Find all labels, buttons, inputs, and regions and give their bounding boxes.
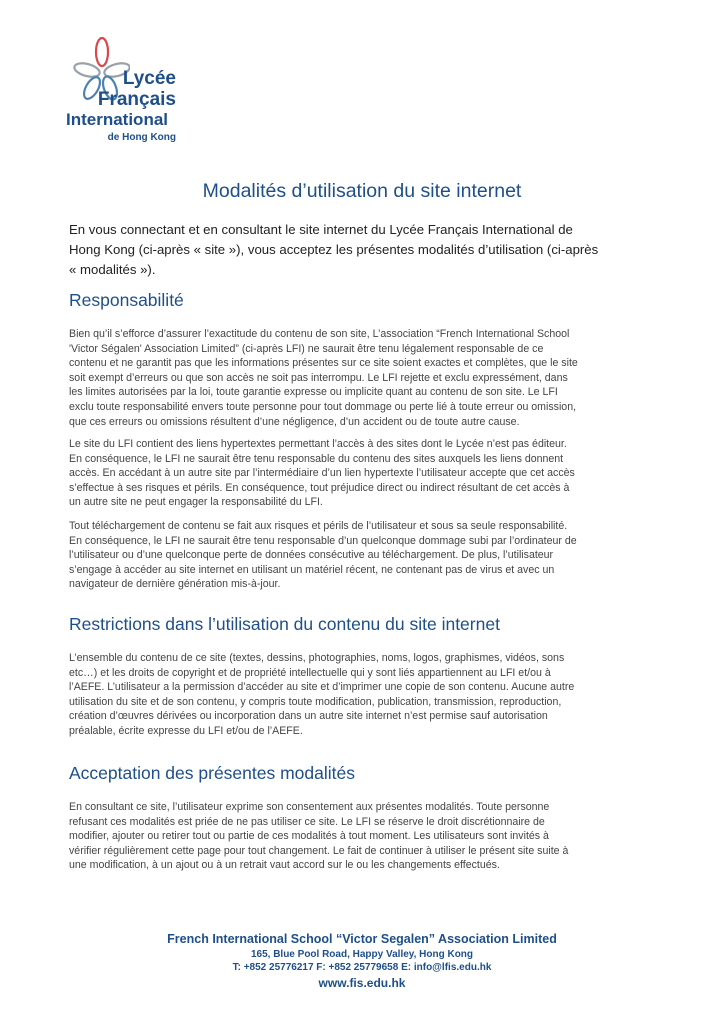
text-line: soit exempt d’erreurs ou que son accès ne soit pas interrompu. Le LFI rejette et exclu expressément, dans (69, 371, 568, 384)
text-line: que ces erreurs ou omissions résultent d’une négligence, d’un accident ou de toute autre cause. (69, 415, 520, 428)
logo-text: Français (97, 89, 176, 110)
body-paragraph (69, 651, 574, 739)
text-line: En conséquence, le LFI ne saurait être tenu responsable d’un quelconque dommage subi par l’ordinateur de (69, 534, 577, 547)
footer-address: 165, Blue Pool Road, Happy Valley, Hong Kong (250, 949, 474, 960)
text-line: modifier, ajouter ou retirer tout ou partie de ces modalités à tout moment. Les utilisateurs sont invités à (69, 830, 549, 843)
page-title: Modalités d’utilisation du site internet (202, 180, 522, 202)
body-paragraph (69, 327, 578, 429)
logo-text: Lycée (122, 68, 176, 89)
footer-org: French International School “Victor Segalen” Association Limited (167, 932, 557, 946)
text-line: s’effectue à ses risques et périls. En conséquence, tout préjudice direct ou indirect résultant de cet accès à (69, 481, 570, 494)
section-heading: Responsabilité (69, 290, 184, 310)
text-line: En vous connectant et en consultant le site internet du Lycée Français International de (69, 222, 573, 237)
text-line: une modification, à un ajout ou à un retrait vaut accord sur le ou les changements effectués. (69, 859, 500, 872)
footer-contact: T: +852 25776217 F: +852 25779658 E: info@lfis.edu.hk (232, 962, 492, 973)
section-heading: Acceptation des présentes modalités (69, 763, 355, 783)
text-line: Hong Kong (ci-après « site »), vous acceptez les présentes modalités d’utilisation (ci-après (69, 242, 599, 257)
text-line: navigateur de dernière génération mis-à-jour. (69, 578, 281, 591)
text-line: l’AEFE. L’utilisateur a la permission d’accéder au site et d’imprimer une copie de son contenu. Aucune autre (69, 681, 575, 694)
text-line: 'Victor Ségalen' Association Limited” (ci-après LFI) ne saurait être tenu légalement responsable de ce (69, 342, 544, 355)
text-line: En consultant ce site, l’utilisateur exprime son consentement aux présentes modalités. Toute personne (69, 801, 550, 813)
text-line: Bien qu’il s’efforce d’assurer l’exactitude du contenu de son site, L’association “French International School (69, 328, 570, 340)
text-line: Le site du LFI contient des liens hypertextes permettant l’accès à des sites dont le Lycée n’est pas éditeur. (69, 438, 567, 450)
text-line: etc…) et les droits de copyright et de propriété intellectuelle qui y sont liés appartiennent au LFI et/ou à (69, 666, 551, 679)
logo-text: International (66, 110, 169, 129)
text-line: vérifier régulièrement cette page pour tout changement. Le fait de continuer à utiliser le présent site suite à (69, 844, 569, 857)
school-logo (66, 36, 196, 146)
text-line: « modalités »). (69, 262, 156, 277)
footer-website-link[interactable]: www.fis.edu.hk (318, 976, 406, 990)
text-line: préalable, écrite expresse du LFI et/ou de l’AEFE. (69, 724, 303, 737)
section-heading: Restrictions dans l’utilisation du contenu du site internet (69, 614, 500, 634)
intro-paragraph (69, 220, 598, 280)
text-line: utilisation du site et de son contenu, y compris toute modification, publication, transmission, reproduction, (69, 695, 562, 708)
text-line: contenu et ne garantit pas que les informations présentes sur ce site soient exactes et complètes, que le site (69, 357, 578, 370)
text-line: s’engage à accéder au site internet en utilisant un matériel récent, ne contenant pas de virus et avec un (69, 563, 555, 576)
text-line: accès. En accédant à un autre site par l’intermédiaire d’un lien hypertexte l’utilisateur accepte que cet accès (69, 467, 575, 480)
body-paragraph (69, 800, 568, 873)
text-line: exclu toute responsabilité envers toute personne pour tout dommage ou perte lié à toute erreur ou omission, (69, 400, 577, 413)
text-line: création d’œuvres dérivées ou incorporation dans un autre site internet n’est permise sauf autorisation (69, 710, 548, 723)
footer (0, 932, 724, 990)
text-line: L’ensemble du contenu de ce site (textes, dessins, photographies, noms, logos, graphismes, vidéos, sons (69, 652, 565, 664)
text-line: Tout téléchargement de contenu se fait aux risques et périls de l’utilisateur et sous sa seule responsabilité. (69, 520, 568, 532)
text-line: En conséquence, le LFI ne saurait être tenu responsable du contenu des sites auxquels les liens donnent (69, 452, 564, 465)
text-line: refusant ces modalités est priée de ne pas utiliser ce site. Le LFI se réserve le droit discrétionnaire de (69, 815, 545, 828)
text-line: les limites autorisées par la loi, toute garantie expresse ou implicite quant au contenu de son site. Le LFI (69, 386, 558, 399)
logo-text: de Hong Kong (107, 132, 176, 143)
body-paragraph (69, 437, 575, 510)
text-line: un autre site ne peut engager la responsabilité du LFI. (69, 496, 323, 509)
text-line: l’utilisateur ou d’une quelconque perte de données consécutive au téléchargement. De plus, l’utilisateur (69, 549, 554, 562)
body-paragraph (69, 519, 577, 592)
